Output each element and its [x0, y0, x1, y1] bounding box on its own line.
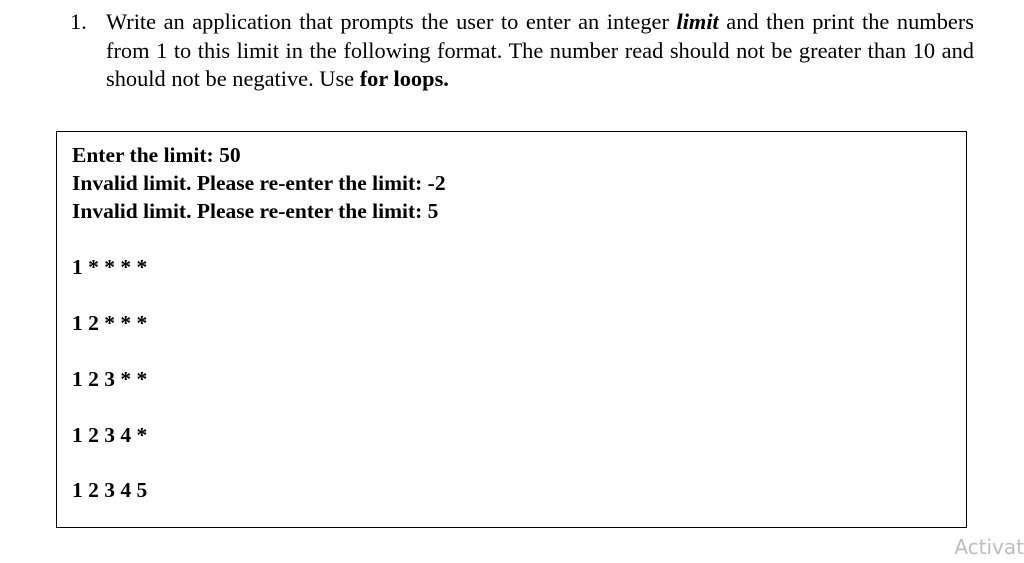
output-prompt-line: Invalid limit. Please re-enter the limit: -2 [72, 171, 446, 195]
question-text-part2: and then print the numbers from 1 to this limit in the following format. The number read should not be greater than 10 and should not be negative. Use [106, 9, 974, 91]
activation-watermark: Activat [954, 535, 1024, 559]
question-text-part1: Write an application that prompts the user to enter an integer [106, 9, 677, 34]
output-pattern-row: 1 * * * * [72, 255, 148, 279]
question-paragraph [70, 8, 974, 94]
keyword-limit: limit [676, 9, 719, 34]
question-number: 1. [70, 9, 87, 34]
sample-output-box [56, 131, 967, 528]
question-text [106, 8, 974, 94]
output-pattern-row: 1 2 3 * * [72, 367, 148, 391]
output-prompt-line: Invalid limit. Please re-enter the limit: 5 [72, 199, 439, 223]
output-prompt-line: Enter the limit: 50 [72, 143, 241, 167]
output-pattern-row: 1 2 3 4 * [72, 423, 148, 447]
keyword-for-loops: for loops. [359, 66, 449, 91]
output-pattern-row: 1 2 3 4 5 [72, 478, 148, 502]
output-pattern-row: 1 2 * * * [72, 311, 148, 335]
